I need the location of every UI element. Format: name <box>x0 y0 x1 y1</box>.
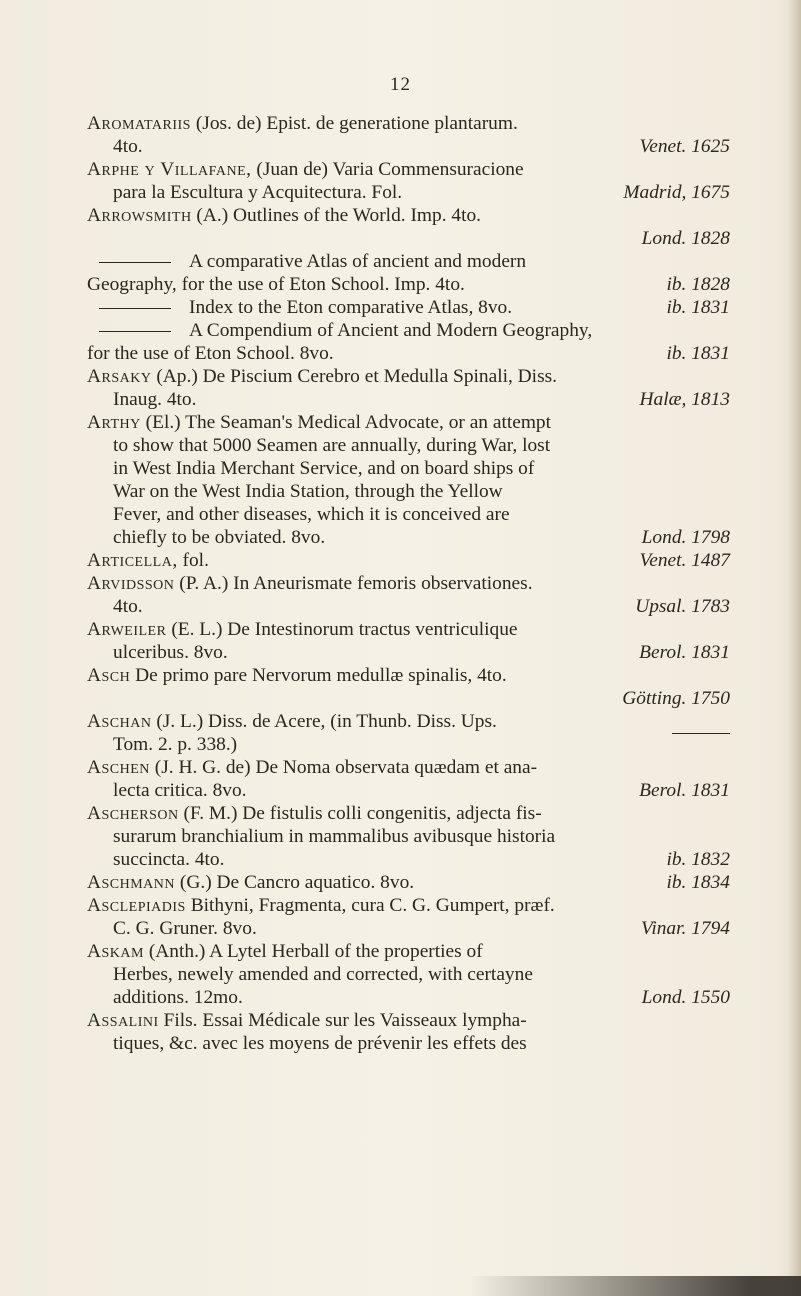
entry-head: Arphe y Villafane, <box>87 159 252 180</box>
entry-head: Aschan <box>87 711 152 732</box>
catalogue-text <box>87 112 730 1055</box>
entry-askam: Askam (Anth.) A Lytel Herball of the properties of Herbes, newely amended and corrected, with certayne additions. 12mo. Lond. 1550 <box>87 941 730 1008</box>
entry-arrowsmith: Arrowsmith (A.) Outlines of the World. Imp. 4to. Lond. 1828 <box>87 205 730 249</box>
entry-head: Aschen <box>87 757 150 778</box>
entry-head: Arweiler <box>87 619 167 640</box>
entry-arrowsmith-index: Index to the Eton comparative Atlas, 8vo. ib. 1831 <box>87 296 730 319</box>
entry-arrowsmith-compendium: A Compendium of Ancient and Modern Geography, for the use of Eton School. 8vo. ib. 1831 <box>87 320 730 364</box>
entry-arphe: Arphe y Villafane, (Juan de) Varia Commensuracione para la Escultura y Acquitectura. Fol. Madrid, 1675 <box>87 159 730 203</box>
entry-asch: Asch De primo pare Nervorum medullæ spinalis, 4to. Götting. 1750 <box>87 665 730 709</box>
entry-aschan: Aschan (J. L.) Diss. de Acere, (in Thunb. Diss. Ups. Tom. 2. p. 338.) <box>87 710 730 756</box>
page-number: 12 <box>390 74 411 95</box>
entry-aschen: Aschen (J. H. G. de) De Noma observata quædam et ana- lecta critica. 8vo. Berol. 1831 <box>87 757 730 801</box>
entry-head: Arrowsmith <box>87 205 192 226</box>
entry-head: Ascherson <box>87 803 179 824</box>
ditto-dash <box>99 331 171 332</box>
entry-asclepiadis: Asclepiadis Bithyni, Fragmenta, cura C. G. Gumpert, præf. C. G. Gruner. 8vo. Vinar. 1794 <box>87 895 730 939</box>
ditto-dash <box>99 262 171 263</box>
entry-head: Aromatariis <box>87 113 191 134</box>
entry-ascherson: Ascherson (F. M.) De fistulis colli congenitis, adjecta fis- surarum branchialium in mammalibus avibusque historia succincta. 4to. ib. 1832 <box>87 803 730 870</box>
entry-head: Asclepiadis <box>87 895 186 916</box>
entry-head: Arvidsson <box>87 573 175 594</box>
entry-head: Assalini <box>87 1010 159 1031</box>
scan-shadow <box>470 1276 801 1296</box>
entry-arsaky: Arsaky (Ap.) De Piscium Cerebro et Medulla Spinali, Diss. Inaug. 4to. Halæ, 1813 <box>87 366 730 410</box>
ditto-dash <box>99 308 171 309</box>
entry-assalini: Assalini Fils. Essai Médicale sur les Vaisseaux lympha- tiques, &c. avec les moyens de prévenir les effets des <box>87 1010 527 1054</box>
entry-head: Aschmann <box>87 872 176 893</box>
entry-arrowsmith-atlas: A comparative Atlas of ancient and modern Geography, for the use of Eton School. Imp. 4to. ib. 1828 <box>87 251 730 295</box>
entry-head: Articella, <box>87 550 178 571</box>
ditto-dash <box>672 733 730 756</box>
entry-head: Arsaky <box>87 366 152 387</box>
page-edge <box>787 0 801 1296</box>
entry-head: Asch <box>87 665 131 686</box>
entry-articella: Articella, fol. Venet. 1487 <box>87 550 730 571</box>
entry-arweiler: Arweiler (E. L.) De Intestinorum tractus ventriculique ulceribus. 8vo. Berol. 1831 <box>87 619 730 663</box>
entry-arvidsson: Arvidsson (P. A.) In Aneurismate femoris observationes. 4to. Upsal. 1783 <box>87 573 730 617</box>
entry-arthy: Arthy (El.) The Seaman's Medical Advocate, or an attempt to show that 5000 Seamen are annually, during War, lost in West India Merchant Service, and on board ships of War on the West India Station, through the Yellow Fever, and other diseases, which it is conceived are chiefly to be obviated. 8vo. Lond. 1798 <box>87 412 730 548</box>
entry-head: Askam <box>87 941 144 962</box>
entry-head: Arthy <box>87 412 141 433</box>
entry-aromatariis: Aromatariis (Jos. de) Epist. de generatione plantarum. 4to. Venet. 1625 <box>87 113 730 157</box>
entry-aschmann: Aschmann (G.) De Cancro aquatico. 8vo. ib. 1834 <box>87 872 730 893</box>
